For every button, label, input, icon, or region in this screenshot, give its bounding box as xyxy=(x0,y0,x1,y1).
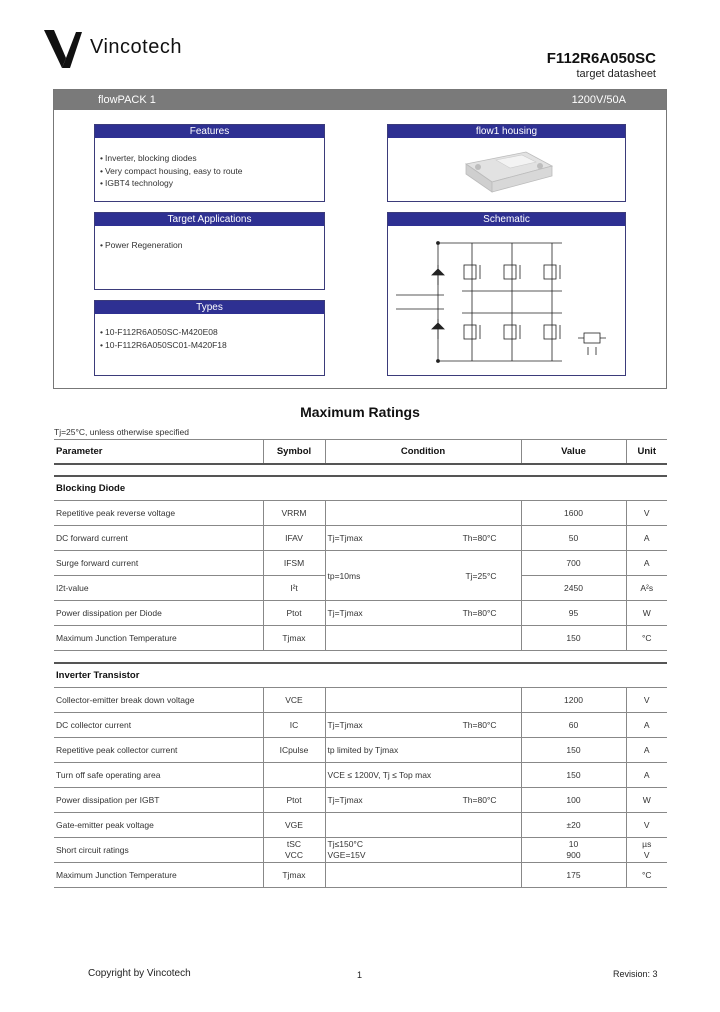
row-parameter: Repetitive peak reverse voltage xyxy=(54,501,263,526)
row-condition xyxy=(325,813,521,838)
row-unit: V xyxy=(626,813,667,838)
table-row xyxy=(54,626,667,651)
row-value: ±20 xyxy=(521,813,626,838)
row-symbol: IFAV xyxy=(263,526,325,551)
section-name: Inverter Transistor xyxy=(54,663,667,688)
table-row xyxy=(54,713,667,738)
table-row xyxy=(54,526,667,551)
header-unit: Unit xyxy=(626,440,667,464)
row-value: 60 xyxy=(521,713,626,738)
company-name: Vincotech xyxy=(90,36,182,58)
row-parameter: Maximum Junction Temperature xyxy=(54,863,263,888)
list-item: • Power Regeneration xyxy=(100,239,182,252)
table-row xyxy=(54,688,667,713)
table-row xyxy=(54,813,667,838)
row-value: 700 xyxy=(521,551,626,576)
row-condition: Tj=Tjmax Th=80°C xyxy=(325,526,521,551)
footer-page-number: 1 xyxy=(357,970,363,980)
row-value: 100 xyxy=(521,788,626,813)
row-condition: tp=10ms Tj=25°C xyxy=(325,551,521,601)
row-condition: VCE ≤ 1200V, Tj ≤ Top max xyxy=(325,763,521,788)
row-condition xyxy=(325,626,521,651)
ratings-note: Tj=25°C, unless otherwise specified xyxy=(54,427,189,437)
row-symbol: ICpulse xyxy=(263,738,325,763)
row-condition: Tj=Tjmax Th=80°C xyxy=(325,601,521,626)
row-unit: A²s xyxy=(626,576,667,601)
list-item: • IGBT4 technology xyxy=(100,177,242,190)
housing-box xyxy=(387,124,626,202)
header-value: Value xyxy=(521,440,626,464)
list-item: • 10-F112R6A050SC-M420E08 xyxy=(100,326,227,339)
table-row xyxy=(54,738,667,763)
row-parameter: DC collector current xyxy=(54,713,263,738)
table-row xyxy=(54,501,667,526)
row-parameter: Power dissipation per IGBT xyxy=(54,788,263,813)
list-item: • Very compact housing, easy to route xyxy=(100,165,242,178)
table-row xyxy=(54,601,667,626)
row-parameter: Gate-emitter peak voltage xyxy=(54,813,263,838)
schematic-title: Schematic xyxy=(388,213,625,226)
row-condition: Tj=Tjmax Th=80°C xyxy=(325,788,521,813)
row-unit: °C xyxy=(626,863,667,888)
table-row xyxy=(54,763,667,788)
section-row xyxy=(54,663,667,688)
row-value: 1600 xyxy=(521,501,626,526)
applications-title: Target Applications xyxy=(95,213,324,226)
list-item: • 10-F112R6A050SC01-M420F18 xyxy=(100,339,227,352)
footer-revision: Revision: 3 xyxy=(613,969,658,979)
features-box xyxy=(94,124,325,202)
row-unit: A xyxy=(626,526,667,551)
row-symbol: Tjmax xyxy=(263,626,325,651)
applications-box xyxy=(94,212,325,290)
row-symbol: VCE xyxy=(263,688,325,713)
housing-image xyxy=(456,142,556,198)
product-family: flowPACK 1 xyxy=(98,94,156,106)
row-unit: A xyxy=(626,713,667,738)
table-header-row xyxy=(54,440,667,464)
row-symbol: IFSM xyxy=(263,551,325,576)
row-condition xyxy=(325,688,521,713)
schematic-diagram xyxy=(392,235,622,373)
section-row xyxy=(54,476,667,501)
section-name: Blocking Diode xyxy=(54,476,667,501)
footer-copyright: Copyright by Vincotech xyxy=(88,968,191,979)
row-parameter: Power dissipation per Diode xyxy=(54,601,263,626)
header-condition: Condition xyxy=(325,440,521,464)
row-condition: Tj≤150°C VGE=15V xyxy=(325,838,521,863)
table-row xyxy=(54,788,667,813)
row-unit: V xyxy=(626,501,667,526)
list-item: • Inverter, blocking diodes xyxy=(100,152,242,165)
ratings-title: Maximum Ratings xyxy=(300,404,420,420)
row-parameter: Short circuit ratings xyxy=(54,838,263,863)
header-parameter: Parameter xyxy=(54,440,263,464)
row-unit: °C xyxy=(626,626,667,651)
row-symbol: VRRM xyxy=(263,501,325,526)
row-parameter: Maximum Junction Temperature xyxy=(54,626,263,651)
row-value: 150 xyxy=(521,626,626,651)
types-box xyxy=(94,300,325,376)
row-condition: tp limited by Tjmax xyxy=(325,738,521,763)
row-value: 150 xyxy=(521,763,626,788)
row-unit: W xyxy=(626,788,667,813)
row-unit: V xyxy=(626,688,667,713)
vincotech-logo-icon xyxy=(42,28,86,70)
table-row xyxy=(54,863,667,888)
applications-list xyxy=(100,239,182,252)
row-parameter: I2t-value xyxy=(54,576,263,601)
row-unit: W xyxy=(626,601,667,626)
row-parameter: Surge forward current xyxy=(54,551,263,576)
row-symbol xyxy=(263,763,325,788)
schematic-box xyxy=(387,212,626,376)
ratings-table xyxy=(54,439,667,888)
features-title: Features xyxy=(95,125,324,138)
row-unit: µs V xyxy=(626,838,667,863)
row-symbol: Ptot xyxy=(263,601,325,626)
table-row xyxy=(54,838,667,863)
row-symbol: tSC VCC xyxy=(263,838,325,863)
row-parameter: DC forward current xyxy=(54,526,263,551)
row-condition xyxy=(325,501,521,526)
row-condition xyxy=(325,863,521,888)
row-condition: Tj=Tjmax Th=80°C xyxy=(325,713,521,738)
row-unit: A xyxy=(626,763,667,788)
features-list xyxy=(100,152,242,190)
part-number: F112R6A050SC xyxy=(546,50,656,67)
housing-title: flow1 housing xyxy=(388,125,625,138)
row-symbol: I²t xyxy=(263,576,325,601)
row-unit: A xyxy=(626,738,667,763)
types-list xyxy=(100,326,227,351)
row-unit: A xyxy=(626,551,667,576)
types-title: Types xyxy=(95,301,324,314)
row-symbol: Ptot xyxy=(263,788,325,813)
datasheet-type: target datasheet xyxy=(576,68,656,80)
product-bar xyxy=(54,90,666,110)
row-parameter: Repetitive peak collector current xyxy=(54,738,263,763)
row-symbol: IC xyxy=(263,713,325,738)
row-value: 175 xyxy=(521,863,626,888)
row-parameter: Turn off safe operating area xyxy=(54,763,263,788)
row-parameter: Collector-emitter break down voltage xyxy=(54,688,263,713)
row-value: 150 xyxy=(521,738,626,763)
header-symbol: Symbol xyxy=(263,440,325,464)
row-symbol: VGE xyxy=(263,813,325,838)
row-value: 1200 xyxy=(521,688,626,713)
table-row xyxy=(54,551,667,576)
product-rating: 1200V/50A xyxy=(571,94,626,106)
row-value: 2450 xyxy=(521,576,626,601)
row-symbol: Tjmax xyxy=(263,863,325,888)
row-value: 10 900 xyxy=(521,838,626,863)
row-value: 50 xyxy=(521,526,626,551)
row-value: 95 xyxy=(521,601,626,626)
